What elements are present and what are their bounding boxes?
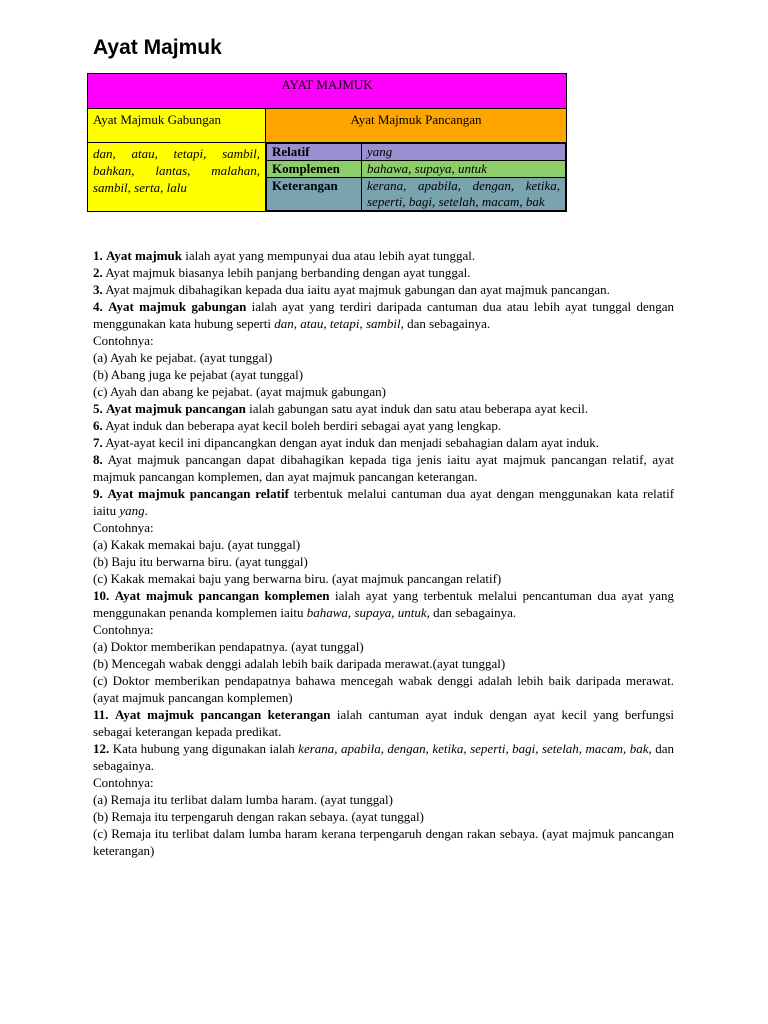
note-7: 7. Ayat-ayat kecil ini dipancangkan dengan ayat induk dan menjadi sebahagian dalam ayat induk. — [93, 435, 599, 450]
note-12: 12. Kata hubung yang digunakan ialah kerana, apabila, dengan, ketika, seperti, bagi, setelah, macam, bak, dan sebagainya. — [93, 741, 674, 773]
type-row-relatif — [267, 144, 566, 161]
contoh-label: Contohnya: — [93, 775, 154, 790]
pancangan-header: Ayat Majmuk Pancangan — [266, 109, 567, 143]
gabungan-words-text: dan, atau, tetapi, sambil, bahkan, lantas, malahan, sambil, serta, lalu — [93, 146, 260, 195]
example-line: (c) Kakak memakai baju yang berwarna biru. (ayat majmuk pancangan relatif) — [93, 571, 502, 586]
note-6: 6. Ayat induk dan beberapa ayat kecil boleh berdiri sebagai ayat yang lengkap. — [93, 418, 502, 433]
example-line: (b) Abang juga ke pejabat (ayat tunggal) — [93, 367, 304, 382]
note-8: 8. Ayat majmuk pancangan dapat dibahagikan kepada tiga jenis iaitu ayat majmuk pancangan relatif, ayat majmuk pancangan komplemen, dan ayat majmuk pancangan keterangan. — [93, 452, 674, 484]
page-title: Ayat Majmuk — [93, 36, 222, 59]
contoh-label: Contohnya: — [93, 333, 154, 348]
example-line: (a) Ayah ke pejabat. (ayat tunggal) — [93, 350, 273, 365]
gabungan-words — [88, 143, 266, 212]
type-words: kerana, apabila, dengan, ketika, seperti, bagi, setelah, macam, bak — [362, 178, 566, 211]
example-line: (a) Doktor memberikan pendapatnya. (ayat tunggal) — [93, 639, 364, 654]
type-row-komplemen — [267, 161, 566, 178]
note-2: 2. Ayat majmuk biasanya lebih panjang berbanding dengan ayat tunggal. — [93, 265, 471, 280]
example-line: (b) Remaja itu terpengaruh dengan rakan sebaya. (ayat tunggal) — [93, 809, 424, 824]
example-line: (c) Doktor memberikan pendapatnya bahawa mencegah wabak denggi adalah lebih baik daripada merawat. (ayat majmuk pancangan komplemen) — [93, 673, 674, 705]
pancangan-types — [266, 143, 567, 212]
type-words: bahawa, supaya, untuk — [362, 161, 566, 178]
note-11: 11. Ayat majmuk pancangan keterangan ialah cantuman ayat induk dengan ayat kecil yang berfungsi sebagai keterangan kepada predikat. — [93, 707, 675, 739]
note-9: 9. Ayat majmuk pancangan relatif terbentuk melalui cantuman dua ayat dengan menggunakan kata relatif iaitu yang. — [93, 486, 675, 518]
example-line: (b) Baju itu berwarna biru. (ayat tunggal) — [93, 554, 308, 569]
table-header: AYAT MAJMUK — [88, 74, 567, 109]
notes-body — [93, 247, 674, 859]
type-words: yang — [362, 144, 566, 161]
example-line: (c) Remaja itu terlibat dalam lumba haram kerana terpengaruh dengan rakan sebaya. (ayat majmuk pancangan keterangan) — [93, 826, 674, 858]
gabungan-header: Ayat Majmuk Gabungan — [88, 109, 266, 143]
example-line: (c) Ayah dan abang ke pejabat. (ayat majmuk gabungan) — [93, 384, 386, 399]
note-4: 4. Ayat majmuk gabungan ialah ayat yang terdiri daripada cantuman dua atau lebih ayat tunggal dengan menggunakan kata hubung seperti dan, atau, tetapi, sambil, dan sebagainya. — [93, 299, 675, 331]
note-10: 10. Ayat majmuk pancangan komplemen ialah ayat yang terbentuk melalui pencantuman dua ayat yang menggunakan penanda komplemen iaitu bahawa, supaya, untuk, dan sebagainya. — [93, 588, 674, 620]
type-row-keterangan — [267, 178, 566, 211]
type-label: Keterangan — [267, 178, 362, 211]
contoh-label: Contohnya: — [93, 520, 154, 535]
example-line: (b) Mencegah wabak denggi adalah lebih baik daripada merawat.(ayat tunggal) — [93, 656, 506, 671]
note-5: 5. Ayat majmuk pancangan ialah gabungan satu ayat induk dan satu atau beberapa ayat kecil. — [93, 401, 589, 416]
type-label: Relatif — [267, 144, 362, 161]
note-3: 3. Ayat majmuk dibahagikan kepada dua iaitu ayat majmuk gabungan dan ayat majmuk pancangan. — [93, 282, 610, 297]
contoh-label: Contohnya: — [93, 622, 154, 637]
example-line: (a) Kakak memakai baju. (ayat tunggal) — [93, 537, 301, 552]
type-label: Komplemen — [267, 161, 362, 178]
ayat-majmuk-table — [87, 73, 567, 212]
note-1: 1. Ayat majmuk ialah ayat yang mempunyai dua atau lebih ayat tunggal. — [93, 248, 476, 263]
example-line: (a) Remaja itu terlibat dalam lumba haram. (ayat tunggal) — [93, 792, 393, 807]
